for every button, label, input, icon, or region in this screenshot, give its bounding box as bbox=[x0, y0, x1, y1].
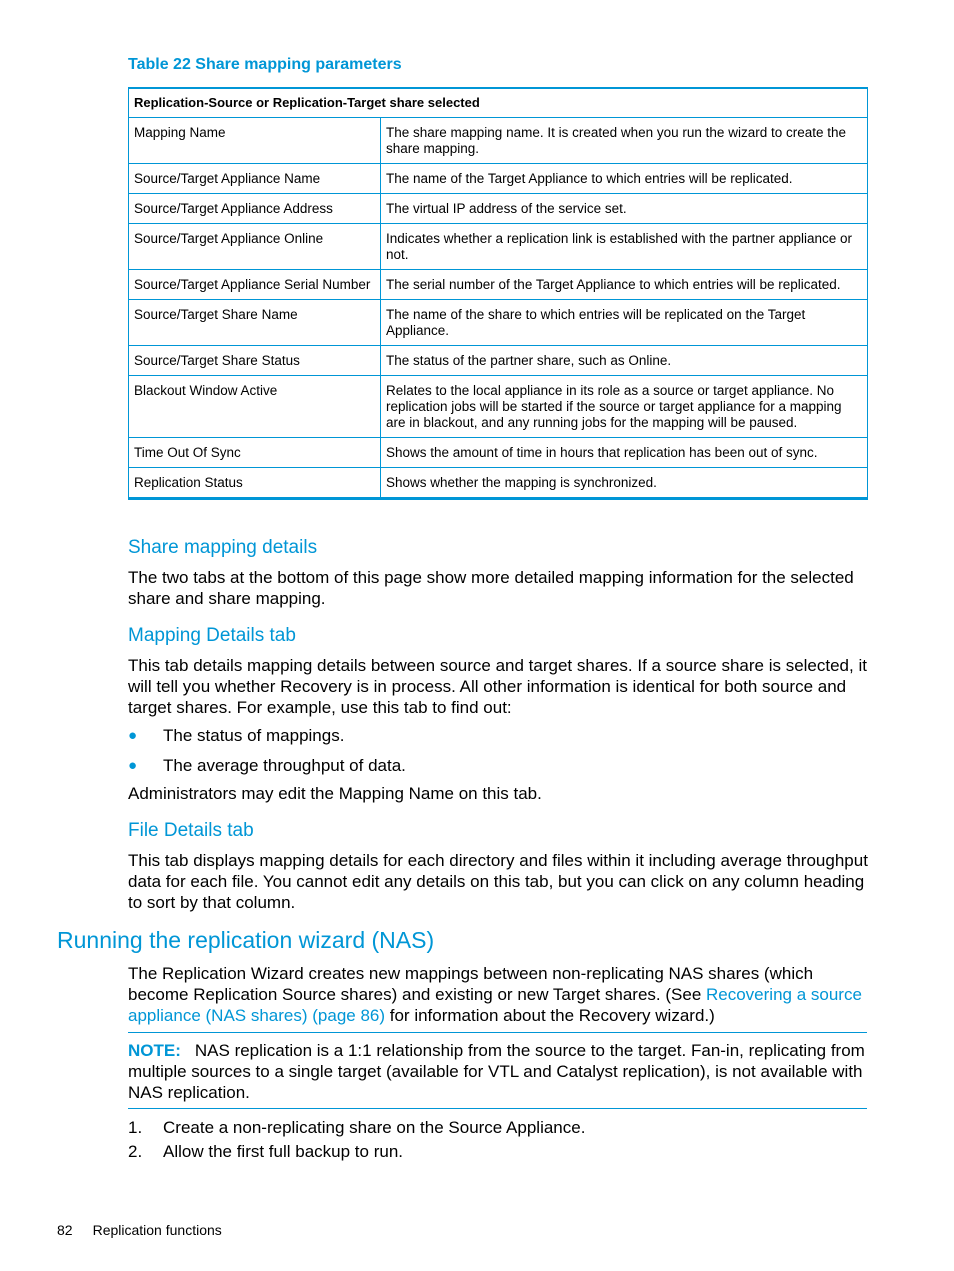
list-item-text: The average throughput of data. bbox=[163, 756, 406, 775]
step-text: Create a non-replicating share on the Source Appliance. bbox=[163, 1118, 586, 1137]
desc-cell: The share mapping name. It is created when you run the wizard to create the share mapping. bbox=[381, 118, 868, 164]
param-cell: Source/Target Share Status bbox=[129, 346, 381, 376]
table-row bbox=[129, 468, 868, 499]
table-row bbox=[129, 346, 868, 376]
desc-cell: Shows the amount of time in hours that replication has been out of sync. bbox=[381, 438, 868, 468]
running-wizard-heading: Running the replication wizard (NAS) bbox=[57, 927, 435, 953]
table-row bbox=[129, 118, 868, 164]
desc-cell: The name of the share to which entries will be replicated on the Target Appliance. bbox=[381, 300, 868, 346]
footer-section-title: Replication functions bbox=[92, 1222, 222, 1238]
table-header: Replication-Source or Replication-Target share selected bbox=[129, 88, 868, 118]
list-item-text: The status of mappings. bbox=[163, 726, 345, 745]
mapping-details-tab-body: This tab details mapping details between source and target shares. If a source share is selected, it will tell you whether Recovery is in process. All other information is identical for both source and target shares. For example, use this tab to find out: bbox=[128, 656, 867, 717]
desc-cell: The virtual IP address of the service set. bbox=[381, 194, 868, 224]
param-cell: Source/Target Appliance Address bbox=[129, 194, 381, 224]
file-details-tab-body: This tab displays mapping details for each directory and files within it including average throughput data for each file. You cannot edit any details on this tab, but you can click on any column heading to sort by that column. bbox=[128, 851, 868, 912]
table-row bbox=[129, 194, 868, 224]
recovering-source-appliance-link[interactable]: Recovering a source appliance (NAS shares) (page 86) bbox=[128, 985, 862, 1025]
desc-cell: Indicates whether a replication link is established with the partner appliance or not. bbox=[381, 224, 868, 270]
desc-cell: The name of the Target Appliance to which entries will be replicated. bbox=[381, 164, 868, 194]
param-cell: Mapping Name bbox=[129, 118, 381, 164]
file-details-tab-heading: File Details tab bbox=[128, 820, 254, 841]
table-row bbox=[129, 438, 868, 468]
share-mapping-parameters-table bbox=[128, 87, 868, 500]
step-number: 2. bbox=[128, 1142, 143, 1161]
param-cell: Source/Target Appliance Serial Number bbox=[129, 270, 381, 300]
table-header-row bbox=[129, 88, 868, 118]
table-row bbox=[129, 224, 868, 270]
note-top-rule bbox=[128, 1032, 867, 1033]
desc-cell: The status of the partner share, such as Online. bbox=[381, 346, 868, 376]
step-number: 1. bbox=[128, 1118, 143, 1137]
bullet-icon: ● bbox=[128, 727, 138, 744]
table-row bbox=[129, 300, 868, 346]
running-wizard-body bbox=[128, 963, 870, 1026]
bullet-icon: ● bbox=[128, 757, 138, 774]
mapping-details-tab-note: Administrators may edit the Mapping Name on this tab. bbox=[128, 784, 542, 803]
page-number: 82 bbox=[57, 1222, 73, 1238]
table-row bbox=[129, 376, 868, 438]
body-text-after-link: for information about the Recovery wizard.) bbox=[385, 1006, 715, 1025]
table-caption: Table 22 Share mapping parameters bbox=[128, 56, 402, 73]
step-text: Allow the first full backup to run. bbox=[163, 1142, 404, 1161]
body-text-before-link: The Replication Wizard creates new mappings between non-replicating NAS shares (which become Replication Source shares) and existing or new Target shares. (See bbox=[128, 964, 814, 1004]
page-footer bbox=[57, 1222, 222, 1238]
param-cell: Source/Target Appliance Name bbox=[129, 164, 381, 194]
list-item bbox=[128, 1141, 403, 1162]
share-mapping-details-heading: Share mapping details bbox=[128, 537, 318, 558]
list-item bbox=[128, 1117, 585, 1138]
param-cell: Source/Target Share Name bbox=[129, 300, 381, 346]
desc-cell: The serial number of the Target Appliance to which entries will be replicated. bbox=[381, 270, 868, 300]
desc-cell: Shows whether the mapping is synchronized. bbox=[381, 468, 868, 499]
param-cell: Time Out Of Sync bbox=[129, 438, 381, 468]
table-row bbox=[129, 164, 868, 194]
note-text: NAS replication is a 1:1 relationship from the source to the target. Fan-in, replicating from multiple sources to a single target (available for VTL and Catalyst replication), is not available with NAS replication. bbox=[128, 1041, 865, 1102]
param-cell: Blackout Window Active bbox=[129, 376, 381, 438]
share-mapping-details-body: The two tabs at the bottom of this page show more detailed mapping information for the selected share and share mapping. bbox=[128, 568, 854, 608]
note-bottom-rule bbox=[128, 1108, 867, 1109]
note-block bbox=[128, 1040, 868, 1103]
note-label: NOTE: bbox=[128, 1041, 181, 1060]
table-row bbox=[129, 270, 868, 300]
param-cell: Source/Target Appliance Online bbox=[129, 224, 381, 270]
param-cell: Replication Status bbox=[129, 468, 381, 499]
mapping-details-tab-heading: Mapping Details tab bbox=[128, 625, 296, 646]
desc-cell: Relates to the local appliance in its role as a source or target appliance. No replication jobs will be started if the source or target appliance for a mapping are in blackout, and any running jobs for the mapping will be paused. bbox=[381, 376, 868, 438]
